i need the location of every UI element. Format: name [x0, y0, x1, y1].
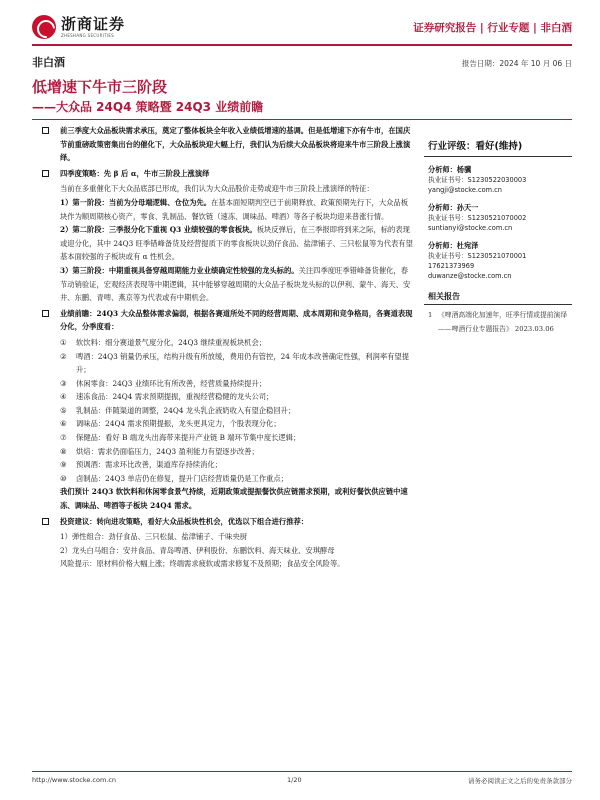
company-logo [32, 12, 125, 42]
logo-icon [32, 15, 56, 39]
earnings-conclusion: 我们预计 24Q3 软饮料和休闲零食景气持续，近期政策或提振餐饮供应链需求预期，或利好餐饮供应链中速冻、调味品、啤酒等子板块 24Q4 需求。 [60, 487, 408, 511]
report-type-header: 证券研究报告 | 行业专题 | 非白酒 [413, 22, 572, 34]
list-item: ⑨ 预调酒：需求环比改善，渠道库存持续消化； [60, 460, 222, 470]
summary-paragraph: 前三季度大众品板块需求承压，奠定了整体板块全年收入业绩低增速的基调。但是低增速下亦有牛市，在国庆节前重磅政策密集出台的催化下，大众品板块迎大幅上行，我们认为后续大众品板块将迎来牛市三阶段上涨演绎。 [36, 124, 414, 165]
analyst-email[interactable]: suntianyi@stocke.com.cn [428, 224, 513, 232]
analyst-phone: 17621373969 [428, 262, 475, 270]
footer-divider [32, 771, 572, 772]
portfolio-leaders: 2）龙头白马组合：安井食品、青岛啤酒、伊利股份、东鹏饮料、海天味业、安琪酵母 [60, 545, 335, 555]
list-item: ⑥ 调味品：24Q4 需求预期提振，龙头更具定力，个股表现分化； [60, 419, 281, 429]
page-number: 1/20 [287, 776, 302, 784]
list-item: ⑧ 烘焙：需求仍面临压力，24Q3 盈利能力有望逐步改善； [60, 446, 259, 456]
industry-rating: 行业评级：看好(维持) [424, 136, 572, 157]
list-item: ② 啤酒：24Q3 销量仍承压，结构升级有所放缓，费用仍有管控，24 年成本改善确定性强，利润率有望提升； [60, 351, 410, 375]
report-title: 低增速下牛市三阶段 [32, 78, 168, 96]
analyst-card: 分析师：杨骥 执业证书号：S1230522030003 yangji@stocke.com.cn [424, 165, 572, 195]
investment-advice-paragraph: 投资建议：转向进攻策略，看好大众品板块性机会，优选以下组合进行推荐： [36, 515, 414, 529]
related-report-link[interactable]: 1 《啤酒高端化加速年，旺季行情或提前演绎——啤酒行业专题报告》 2023.03.06 [428, 311, 568, 333]
list-item: ⑤ 乳制品：伴随渠道的调整，24Q4 龙头乳企液奶收入有望企稳回升； [60, 405, 296, 415]
logo-name: 浙商证券 [61, 14, 126, 33]
list-item: ① 软饮料：细分赛道景气度分化，24Q3 继续重视板块机会； [60, 337, 267, 347]
title-divider [32, 119, 572, 120]
list-item: ④ 速冻食品：24Q4 需求预期提振，重视经营稳健的龙头公司； [60, 392, 274, 402]
strategy-paragraph: 四季度策略：先 β 后 α，牛市三阶段上涨演绎 [36, 167, 414, 181]
earnings-preview-paragraph: 业绩前瞻：24Q3 大众品整体需求偏弱，根据各赛道所处不同的经营周期、成本周期和竞争格局，各赛道表现分化，分季度看： [36, 307, 414, 334]
list-item: ③ 休闲零食：24Q3 业绩环比有所改善，经营质量持续提升； [60, 378, 267, 388]
analyst-card: 分析师：杜宛泽 执业证书号：S1230521070001 17621373969 duwanze@stocke.com.cn [424, 241, 572, 281]
list-item: ⑩ 卤制品：24Q3 单店仍在修复，提升门店经营质量仍是工作重点； [60, 473, 288, 483]
bullet-box-icon [42, 170, 49, 177]
stage-two: 2）第二阶段：三季报分化下重视 Q3 业绩较强的零食板块。板块反弹后，在三季报即将到来之际，标的表现或迎分化，其中 24Q3 旺季错峰备货及经营提质下的零食板块以劲仔食品、盐津铺子、三只松鼠等为代表有望基本面较强的子板块或有 α 性机会。 [60, 225, 413, 262]
bullet-box-icon [42, 310, 49, 317]
strategy-intro: 当前在多重催化下大众品底部已形成，我们认为大众品股价走势或迎牛市三阶段上涨演绎的特征： [60, 184, 374, 194]
footer-website-link[interactable]: http://www.stocke.com.cn [32, 776, 117, 784]
stage-one: 1）第一阶段：当前为分母端逻辑、仓位为先。在基本面短期判空已于前期释放、政策预期先行下，大众品板块作为顺周期核心资产，零食、乳制品、餐饮链（速冻、调味品、啤酒）等各子板块均迎来普涨行情。 [60, 197, 409, 221]
logo-name-en: ZHESHANG SECURITIES [61, 32, 115, 38]
portfolio-elastic: 1）弹性组合：劲仔食品、三只松鼠、盐津铺子、千味央厨 [60, 532, 248, 542]
analyst-card: 分析师：孙天一 执业证书号：S1230521070002 suntianyi@stocke.com.cn [424, 203, 572, 233]
list-item: ⑦ 保健品：看好 B 端龙头出海带来提升产业链 B 端环节集中度长逻辑； [60, 433, 301, 443]
main-content [36, 124, 414, 571]
related-reports-heading: 相关报告 [424, 291, 572, 305]
report-date: 报告日期：2024 年 10 月 06 日 [461, 59, 572, 68]
report-subtitle: ——大众品 24Q4 策略暨 24Q3 业绩前瞻 [32, 100, 264, 114]
footer-disclaimer: 请务必阅读正文之后的免责条款部分 [468, 777, 572, 785]
risk-warning: 风险提示：原材料价格大幅上涨；终端需求疲软或需求修复不及预期；食品安全风险等。 [60, 559, 345, 569]
bullet-box-icon [42, 518, 49, 525]
industry-tag: 非白酒 [32, 56, 65, 69]
segment-list [36, 336, 414, 486]
bullet-box-icon [42, 127, 49, 134]
header-divider [32, 44, 572, 46]
analyst-email[interactable]: yangji@stocke.com.cn [428, 186, 502, 194]
analyst-email[interactable]: duwanze@stocke.com.cn [428, 272, 512, 280]
sidebar [424, 124, 572, 336]
stage-three: 3）第三阶段：中期重视具备穿越周期能力业业绩确定性较强的龙头标的。关注四季度旺季错峰备货催化，春节动销验证，宏观经济表现等中期逻辑，其中能够穿越周期的大众品子板块龙头标的以伊利、蒙牛、海天、安井、东鹏、青啤、燕京等为代表或有中期机会。 [60, 265, 411, 303]
